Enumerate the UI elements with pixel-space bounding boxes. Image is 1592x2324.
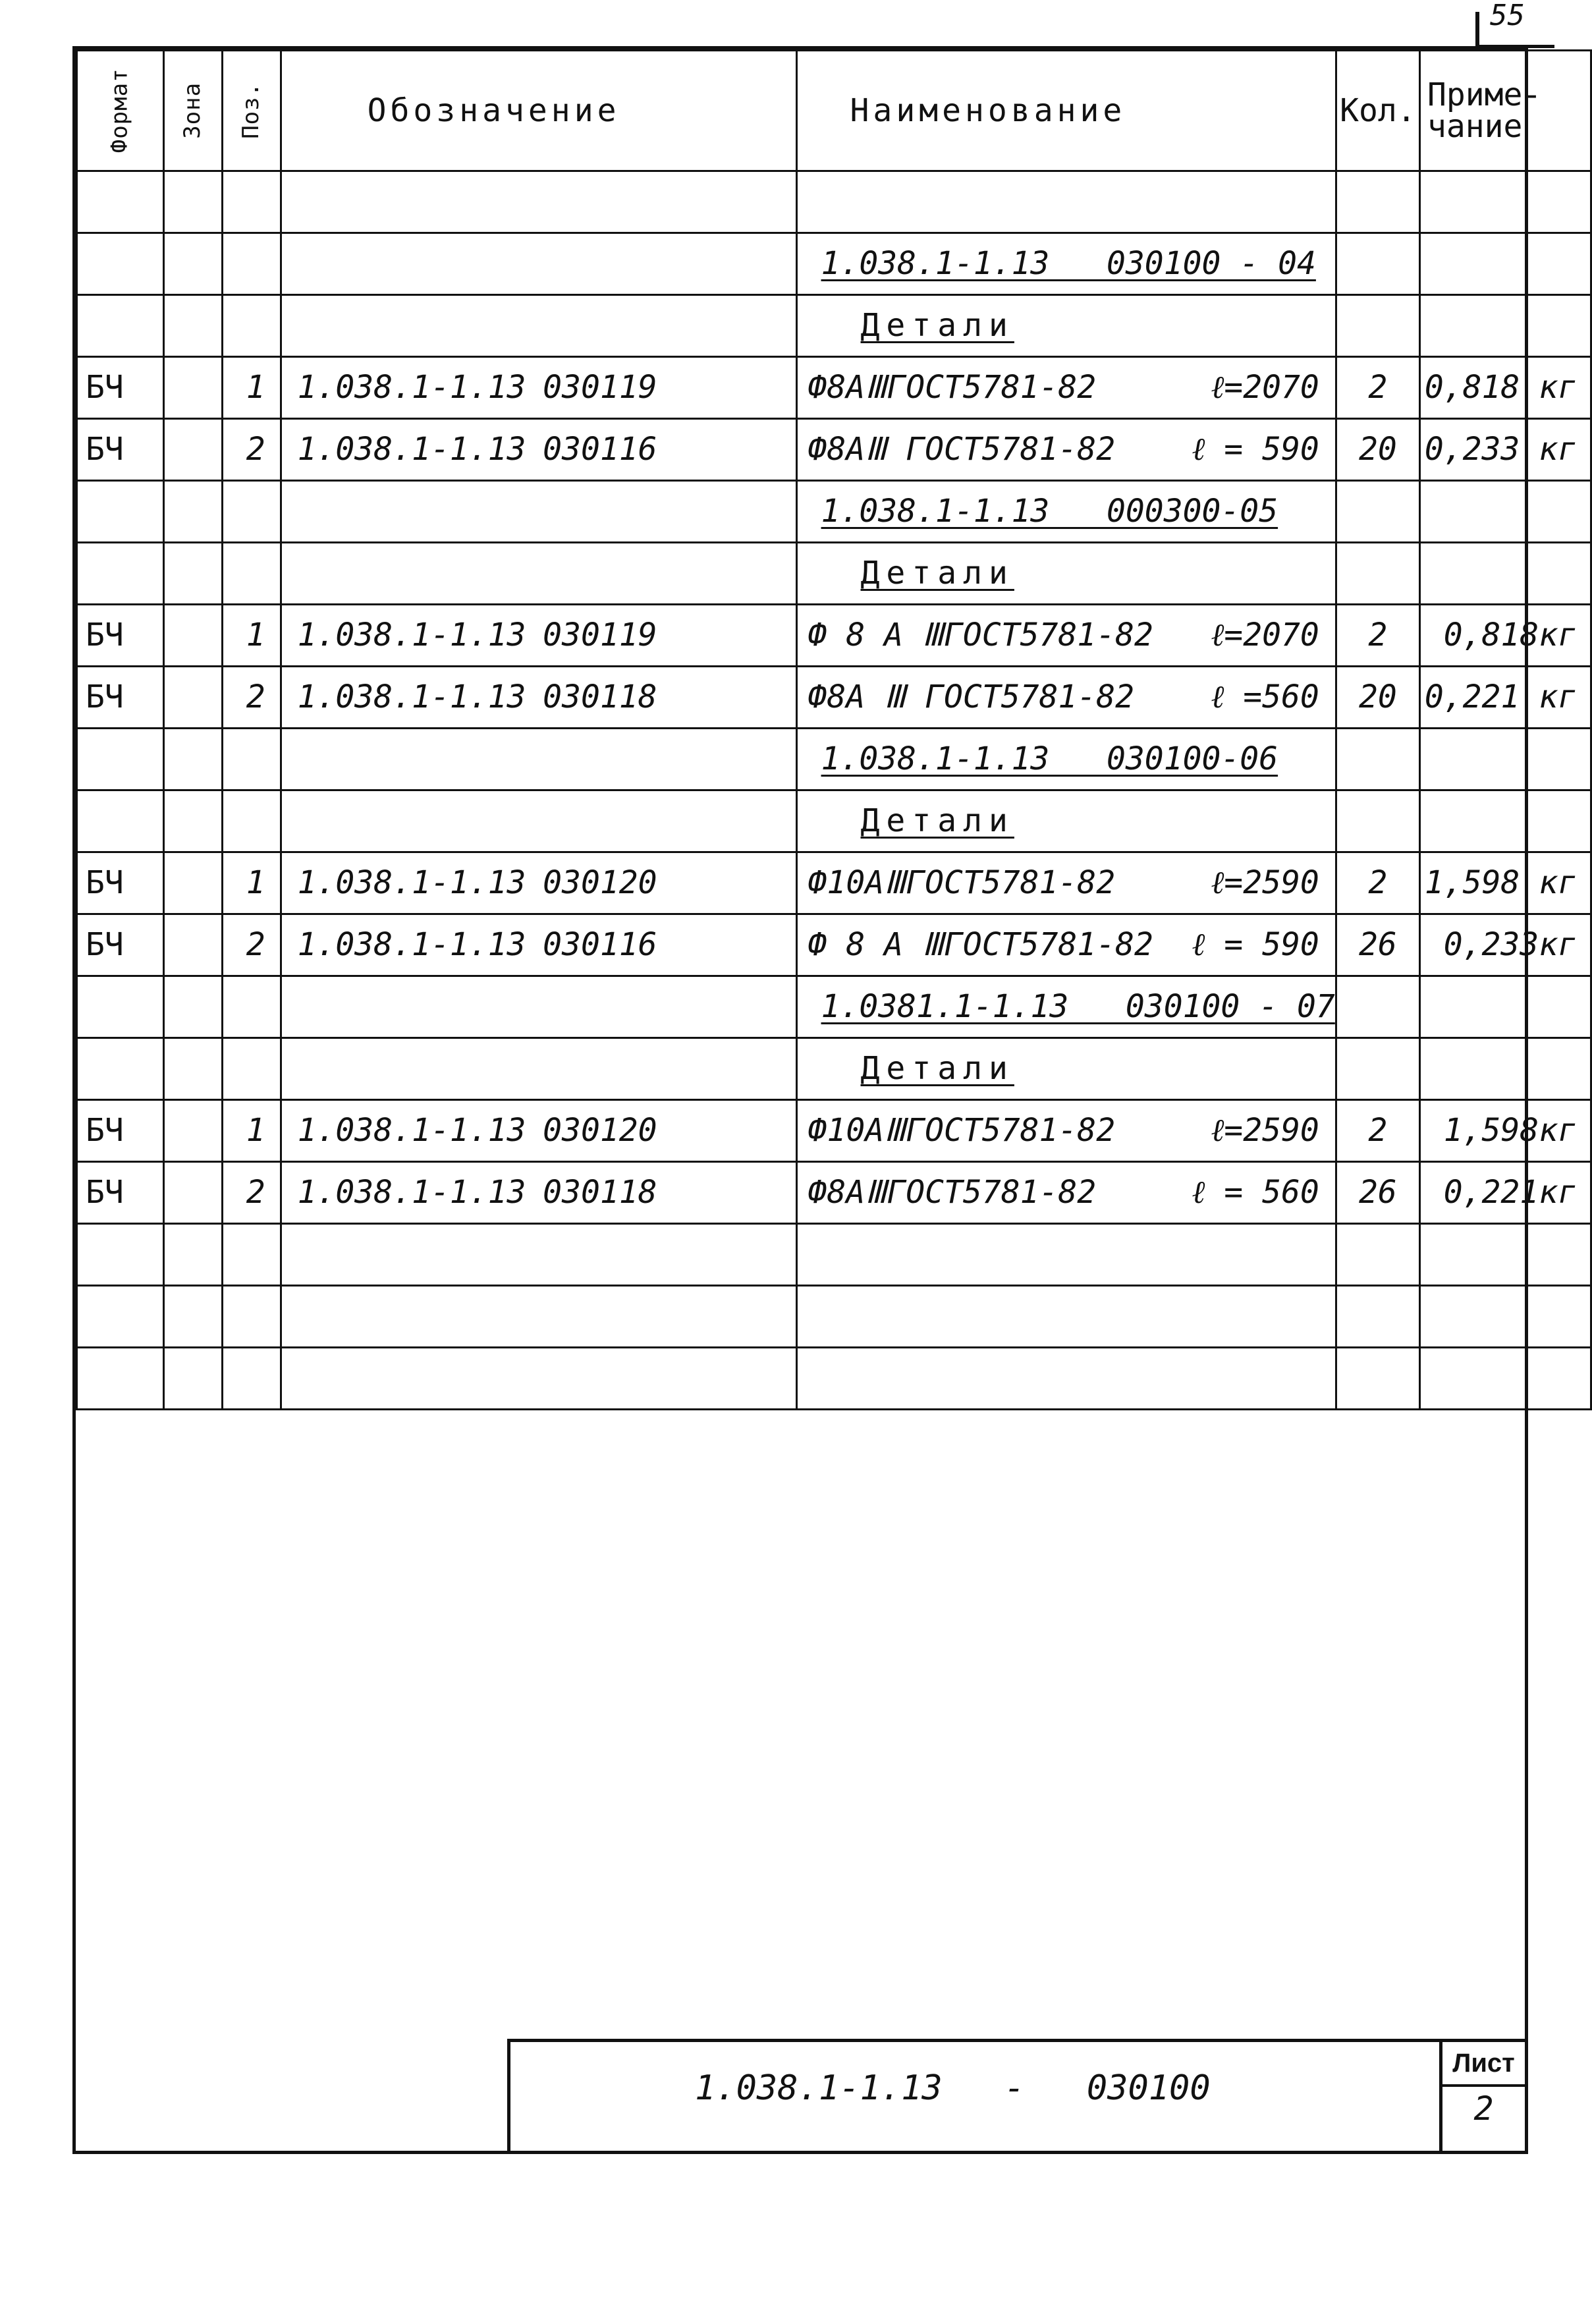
format-cell: БЧ: [77, 852, 164, 914]
name-parts: [808, 864, 1335, 902]
position-cell: 1: [222, 357, 281, 419]
format-cell: БЧ: [77, 419, 164, 481]
table-row: [77, 729, 1591, 790]
name-parts: [808, 1176, 1335, 1209]
name-length: ℓ=2070: [1211, 369, 1319, 406]
position-cell: [222, 171, 281, 233]
assembly-reference: 1.038.1-1.13 000300-05: [821, 493, 1278, 530]
zone-cell: [163, 295, 222, 357]
zone-cell: [163, 790, 222, 852]
table-row: [77, 790, 1591, 852]
header-position: Поз.: [222, 51, 281, 171]
designation-code: 030116: [543, 926, 657, 964]
position-cell: [222, 295, 281, 357]
note-cell: [1419, 1348, 1591, 1410]
designation-cell: [281, 914, 796, 976]
table-row: [77, 543, 1591, 605]
zone-cell: [163, 976, 222, 1038]
note-cell: [1419, 1224, 1591, 1286]
designation-cell: [281, 852, 796, 914]
designation-cell: [281, 295, 796, 357]
table-row: [77, 1286, 1591, 1348]
zone-cell: [163, 1162, 222, 1224]
designation-parts: [282, 926, 796, 964]
note-cell: [1419, 171, 1591, 233]
zone-cell: [163, 233, 222, 295]
quantity-cell: [1336, 976, 1419, 1038]
designation-cell: [281, 605, 796, 667]
designation-code: 030116: [543, 431, 657, 468]
position-cell: [222, 1224, 281, 1286]
sheet-number: 2: [1473, 2089, 1494, 2128]
note-cell: 0,818кг: [1419, 605, 1591, 667]
section-heading: Детали: [860, 555, 1014, 592]
position-cell: [222, 1038, 281, 1100]
name-material: Ф8АⅢГОСТ5781-82: [808, 1174, 1097, 1211]
table-header-row: [77, 51, 1591, 171]
format-cell: [77, 233, 164, 295]
assembly-reference: 1.038.1-1.13 030100 - 04: [821, 245, 1316, 283]
designation-cell: [281, 419, 796, 481]
section-heading: Детали: [860, 802, 1014, 840]
name-cell: [796, 1224, 1336, 1286]
format-cell: [77, 171, 164, 233]
name-material: Ф10АⅢГОСТ5781-82: [808, 864, 1116, 902]
sheet-label: Лист: [1442, 2042, 1525, 2087]
designation-cell: [281, 667, 796, 729]
quantity-cell: [1336, 1224, 1419, 1286]
format-cell: БЧ: [77, 1100, 164, 1162]
quantity-cell: 2: [1336, 1100, 1419, 1162]
quantity-cell: [1336, 1348, 1419, 1410]
table-row: [77, 914, 1591, 976]
name-material: Ф8А Ⅲ ГОСТ5781-82: [808, 678, 1134, 716]
name-cell: [796, 852, 1336, 914]
designation-doc: 1.038.1-1.13: [297, 864, 526, 902]
designation-cell: [281, 357, 796, 419]
table-row: [77, 419, 1591, 481]
quantity-cell: 26: [1336, 1162, 1419, 1224]
name-material: Ф 8 А ⅢГОСТ5781-82: [808, 926, 1153, 964]
name-material: Ф 8 А ⅢГОСТ5781-82: [808, 617, 1153, 654]
note-cell: [1419, 543, 1591, 605]
note-cell: 0,818 кг: [1419, 357, 1591, 419]
quantity-cell: [1336, 1286, 1419, 1348]
format-cell: [77, 295, 164, 357]
zone-cell: [163, 1224, 222, 1286]
format-cell: [77, 543, 164, 605]
format-cell: [77, 1348, 164, 1410]
position-cell: [222, 543, 281, 605]
name-cell: [796, 1286, 1336, 1348]
quantity-cell: [1336, 171, 1419, 233]
name-cell: [796, 914, 1336, 976]
quantity-cell: [1336, 233, 1419, 295]
specification-table: [76, 49, 1592, 1410]
designation-cell: [281, 729, 796, 790]
position-cell: [222, 976, 281, 1038]
zone-cell: [163, 481, 222, 543]
name-cell: [796, 605, 1336, 667]
position-cell: [222, 1348, 281, 1410]
designation-parts: [282, 1114, 796, 1147]
designation-doc: 1.038.1-1.13: [297, 678, 526, 716]
zone-cell: [163, 667, 222, 729]
sheet-cell: [1439, 2042, 1525, 2154]
zone-cell: [163, 1286, 222, 1348]
quantity-cell: 2: [1336, 852, 1419, 914]
zone-cell: [163, 1038, 222, 1100]
note-cell: 0,221кг: [1419, 1162, 1591, 1224]
name-length: ℓ = 560: [1192, 1174, 1319, 1211]
name-cell: [796, 481, 1336, 543]
document-code: 1.038.1-1.13 - 030100: [695, 2068, 1211, 2108]
header-designation: Обозначение: [281, 51, 796, 171]
note-cell: [1419, 295, 1591, 357]
designation-parts: [282, 371, 796, 404]
designation-cell: [281, 1348, 796, 1410]
designation-cell: [281, 1286, 796, 1348]
position-cell: [222, 790, 281, 852]
header-quantity: Кол.: [1336, 51, 1419, 171]
position-cell: [222, 481, 281, 543]
designation-code: 030120: [543, 864, 657, 902]
table-row: [77, 1224, 1591, 1286]
table-row: [77, 976, 1591, 1038]
name-material: Ф8АⅢГОСТ5781-82: [808, 369, 1097, 406]
position-cell: 1: [222, 605, 281, 667]
position-cell: 1: [222, 1100, 281, 1162]
name-length: ℓ=2070: [1211, 617, 1319, 654]
designation-code: 030120: [543, 1112, 657, 1149]
table-row: [77, 605, 1591, 667]
designation-cell: [281, 481, 796, 543]
position-cell: [222, 233, 281, 295]
table-row: [77, 295, 1591, 357]
section-heading: Детали: [860, 307, 1014, 345]
assembly-reference: 1.0381.1-1.13 030100 - 07: [821, 988, 1335, 1026]
note-cell: 0,233кг: [1419, 914, 1591, 976]
name-parts: [808, 371, 1335, 404]
designation-cell: [281, 790, 796, 852]
designation-doc: 1.038.1-1.13: [297, 1174, 526, 1211]
format-cell: БЧ: [77, 1162, 164, 1224]
name-length: ℓ=2590: [1211, 864, 1319, 902]
designation-cell: [281, 1162, 796, 1224]
designation-cell: [281, 1224, 796, 1286]
designation-parts: [282, 617, 796, 654]
zone-cell: [163, 729, 222, 790]
designation-doc: 1.038.1-1.13: [297, 369, 526, 406]
designation-code: 030118: [543, 678, 657, 716]
name-parts: [808, 1114, 1335, 1147]
designation-doc: 1.038.1-1.13: [297, 926, 526, 964]
name-length: ℓ=2590: [1211, 1112, 1319, 1149]
table-row: [77, 852, 1591, 914]
zone-cell: [163, 1348, 222, 1410]
format-cell: [77, 1224, 164, 1286]
designation-cell: [281, 233, 796, 295]
quantity-cell: [1336, 1038, 1419, 1100]
page-number: 55: [1490, 0, 1525, 32]
quantity-cell: [1336, 295, 1419, 357]
quantity-cell: 20: [1336, 667, 1419, 729]
name-cell: [796, 790, 1336, 852]
zone-cell: [163, 1100, 222, 1162]
name-parts: [808, 433, 1335, 466]
designation-code: 030119: [543, 369, 657, 406]
table-row: [77, 1038, 1591, 1100]
designation-cell: [281, 1038, 796, 1100]
quantity-cell: [1336, 729, 1419, 790]
format-cell: [77, 1286, 164, 1348]
name-cell: [796, 233, 1336, 295]
table-row: [77, 1100, 1591, 1162]
quantity-cell: [1336, 790, 1419, 852]
format-cell: [77, 1038, 164, 1100]
section-heading: Детали: [860, 1050, 1014, 1088]
header-note: Приме- чание: [1419, 51, 1591, 171]
position-cell: 2: [222, 1162, 281, 1224]
format-cell: БЧ: [77, 914, 164, 976]
quantity-cell: 2: [1336, 605, 1419, 667]
quantity-cell: [1336, 481, 1419, 543]
zone-cell: [163, 357, 222, 419]
designation-cell: [281, 976, 796, 1038]
name-parts: [808, 926, 1335, 964]
designation-code: 030119: [543, 617, 657, 654]
name-cell: [796, 295, 1336, 357]
name-cell: [796, 1348, 1336, 1410]
name-cell: [796, 667, 1336, 729]
format-cell: [77, 790, 164, 852]
designation-doc: 1.038.1-1.13: [297, 617, 526, 654]
name-cell: [796, 1162, 1336, 1224]
quantity-cell: [1336, 543, 1419, 605]
header-name: Наименование: [796, 51, 1336, 171]
note-cell: 0,221 кг: [1419, 667, 1591, 729]
position-cell: 2: [222, 667, 281, 729]
name-length: ℓ =560: [1211, 678, 1319, 716]
name-cell: [796, 171, 1336, 233]
name-length: ℓ = 590: [1192, 431, 1319, 468]
designation-parts: [282, 864, 796, 902]
page-number-mark: [1475, 12, 1479, 49]
position-cell: [222, 729, 281, 790]
specification-rows: [77, 171, 1591, 1410]
name-cell: [796, 1100, 1336, 1162]
table-row: [77, 357, 1591, 419]
note-cell: [1419, 1038, 1591, 1100]
designation-parts: [282, 433, 796, 466]
designation-doc: 1.038.1-1.13: [297, 431, 526, 468]
zone-cell: [163, 419, 222, 481]
header-zone: Зона: [163, 51, 222, 171]
note-cell: [1419, 233, 1591, 295]
designation-cell: [281, 1100, 796, 1162]
assembly-reference: 1.038.1-1.13 030100-06: [821, 740, 1278, 778]
table-row: [77, 233, 1591, 295]
zone-cell: [163, 171, 222, 233]
title-block: [507, 2039, 1525, 2154]
format-cell: БЧ: [77, 357, 164, 419]
designation-cell: [281, 171, 796, 233]
format-cell: БЧ: [77, 605, 164, 667]
designation-parts: [282, 678, 796, 716]
note-cell: [1419, 790, 1591, 852]
position-cell: 1: [222, 852, 281, 914]
position-cell: 2: [222, 914, 281, 976]
zone-cell: [163, 605, 222, 667]
table-row: [77, 171, 1591, 233]
designation-parts: [282, 1176, 796, 1209]
name-length: ℓ = 590: [1192, 926, 1319, 964]
quantity-cell: 2: [1336, 357, 1419, 419]
designation-code: 030118: [543, 1174, 657, 1211]
quantity-cell: 26: [1336, 914, 1419, 976]
table-row: [77, 1348, 1591, 1410]
name-cell: [796, 419, 1336, 481]
name-cell: [796, 543, 1336, 605]
name-cell: [796, 1038, 1336, 1100]
zone-cell: [163, 852, 222, 914]
zone-cell: [163, 914, 222, 976]
format-cell: БЧ: [77, 667, 164, 729]
name-material: Ф8АⅢ ГОСТ5781-82: [808, 431, 1116, 468]
note-cell: 1,598кг: [1419, 1100, 1591, 1162]
note-cell: 1,598 кг: [1419, 852, 1591, 914]
name-cell: [796, 357, 1336, 419]
quantity-cell: 20: [1336, 419, 1419, 481]
table-row: [77, 481, 1591, 543]
name-cell: [796, 976, 1336, 1038]
note-cell: [1419, 976, 1591, 1038]
name-material: Ф10АⅢГОСТ5781-82: [808, 1112, 1116, 1149]
header-format: Формат: [77, 51, 164, 171]
name-parts: [808, 617, 1335, 654]
designation-cell: [281, 543, 796, 605]
format-cell: [77, 729, 164, 790]
name-cell: [796, 729, 1336, 790]
format-cell: [77, 481, 164, 543]
format-cell: [77, 976, 164, 1038]
note-cell: [1419, 481, 1591, 543]
note-cell: [1419, 729, 1591, 790]
note-cell: 0,233 кг: [1419, 419, 1591, 481]
table-row: [77, 667, 1591, 729]
table-row: [77, 1162, 1591, 1224]
name-parts: [808, 678, 1335, 716]
note-cell: [1419, 1286, 1591, 1348]
position-cell: [222, 1286, 281, 1348]
position-cell: 2: [222, 419, 281, 481]
zone-cell: [163, 543, 222, 605]
designation-doc: 1.038.1-1.13: [297, 1112, 526, 1149]
